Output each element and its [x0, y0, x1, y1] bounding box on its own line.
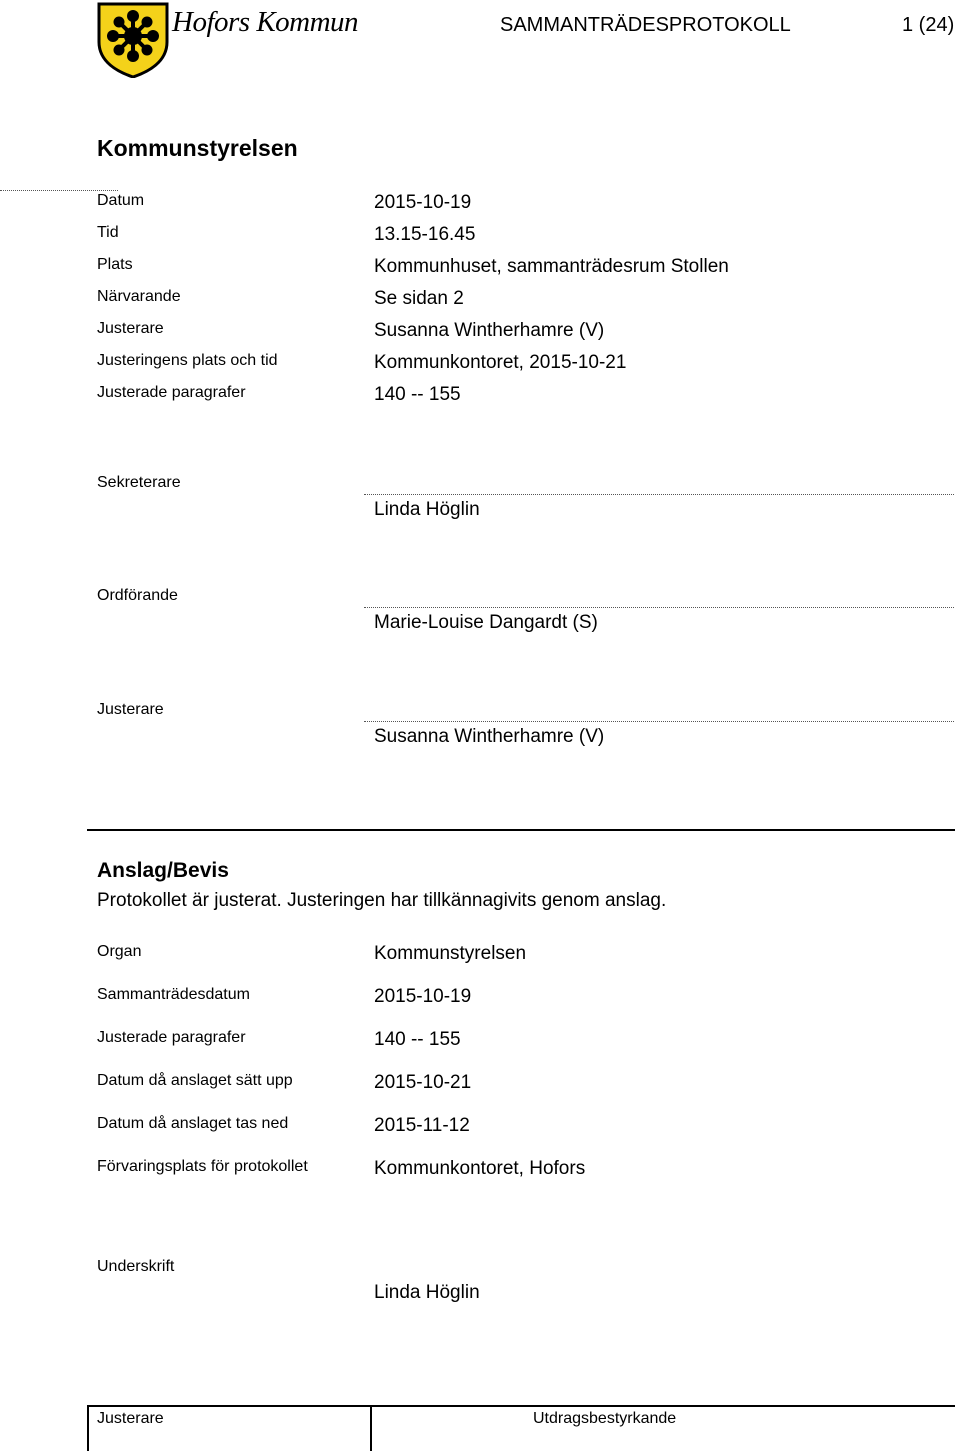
- anslag-paragraphs-label: Justerade paragrafer: [97, 1029, 246, 1046]
- removed-date-label: Datum då anslaget tas ned: [97, 1115, 289, 1132]
- secretary-label: Sekreterare: [97, 474, 181, 491]
- meeting-place-value: Kommunhuset, sammanträdesrum Stollen: [374, 256, 729, 277]
- adjuster-name: Susanna Wintherhamre (V): [374, 726, 605, 747]
- adjusted-paragraphs-value: 140 -- 155: [374, 384, 461, 405]
- coat-of-arms-icon: [96, 2, 170, 78]
- signature-label: Underskrift: [97, 1258, 175, 1275]
- adjuster-value: Susanna Wintherhamre (V): [374, 320, 605, 341]
- footer-top-border: [87, 1405, 955, 1407]
- anslag-text: Protokollet är justerat. Justeringen har tillkännagivits genom anslag.: [97, 890, 667, 911]
- meeting-date-anslag-value: 2015-10-19: [374, 986, 472, 1007]
- meeting-time-value: 13.15-16.45: [374, 224, 476, 245]
- footer-middle-border: [370, 1405, 372, 1451]
- chair-signature-line: [364, 607, 954, 608]
- footer-left-border: [87, 1405, 89, 1451]
- section-divider: [87, 829, 955, 831]
- organ-value: Kommunstyrelsen: [374, 943, 527, 964]
- organ-label: Organ: [97, 943, 142, 960]
- attendees-label: Närvarande: [97, 288, 181, 305]
- brand-wordmark: Hofors Kommun: [172, 6, 359, 38]
- page-title: Kommunstyrelsen: [97, 135, 298, 161]
- meeting-time-label: Tid: [97, 224, 119, 241]
- posted-date-label: Datum då anslaget sätt upp: [97, 1072, 293, 1089]
- footer-adjuster-label: Justerare: [97, 1410, 164, 1427]
- adjuster-signature-label: Justerare: [97, 701, 164, 718]
- meeting-date-anslag-label: Sammanträdesdatum: [97, 986, 250, 1003]
- posted-date-value: 2015-10-21: [374, 1072, 472, 1093]
- adjustment-place-label: Justeringens plats och tid: [97, 352, 278, 369]
- adjusted-paragraphs-label: Justerade paragrafer: [97, 384, 246, 401]
- removed-date-value: 2015-11-12: [374, 1115, 470, 1136]
- anslag-paragraphs-value: 140 -- 155: [374, 1029, 461, 1050]
- meeting-date-label: Datum: [97, 192, 145, 209]
- page-number: 1 (24): [902, 14, 955, 36]
- secretary-signature-line: [364, 494, 954, 495]
- chair-name: Marie-Louise Dangardt (S): [374, 612, 598, 633]
- footer-certification-label: Utdragsbestyrkande: [533, 1410, 677, 1427]
- anslag-heading: Anslag/Bevis: [97, 859, 229, 882]
- secretary-name: Linda Höglin: [374, 499, 480, 520]
- attendees-value: Se sidan 2: [374, 288, 464, 309]
- signature-name: Linda Höglin: [374, 1282, 480, 1303]
- storage-place-value: Kommunkontoret, Hofors: [374, 1158, 586, 1179]
- adjuster-signature-line: [364, 721, 954, 722]
- meeting-date-value: 2015-10-19: [374, 192, 472, 213]
- storage-place-label: Förvaringsplats för protokollet: [97, 1158, 308, 1175]
- document-type: SAMMANTRÄDESPROTOKOLL: [500, 14, 791, 36]
- chair-label: Ordförande: [97, 587, 178, 604]
- adjuster-label: Justerare: [97, 320, 164, 337]
- adjustment-place-value: Kommunkontoret, 2015-10-21: [374, 352, 627, 373]
- meeting-place-label: Plats: [97, 256, 133, 273]
